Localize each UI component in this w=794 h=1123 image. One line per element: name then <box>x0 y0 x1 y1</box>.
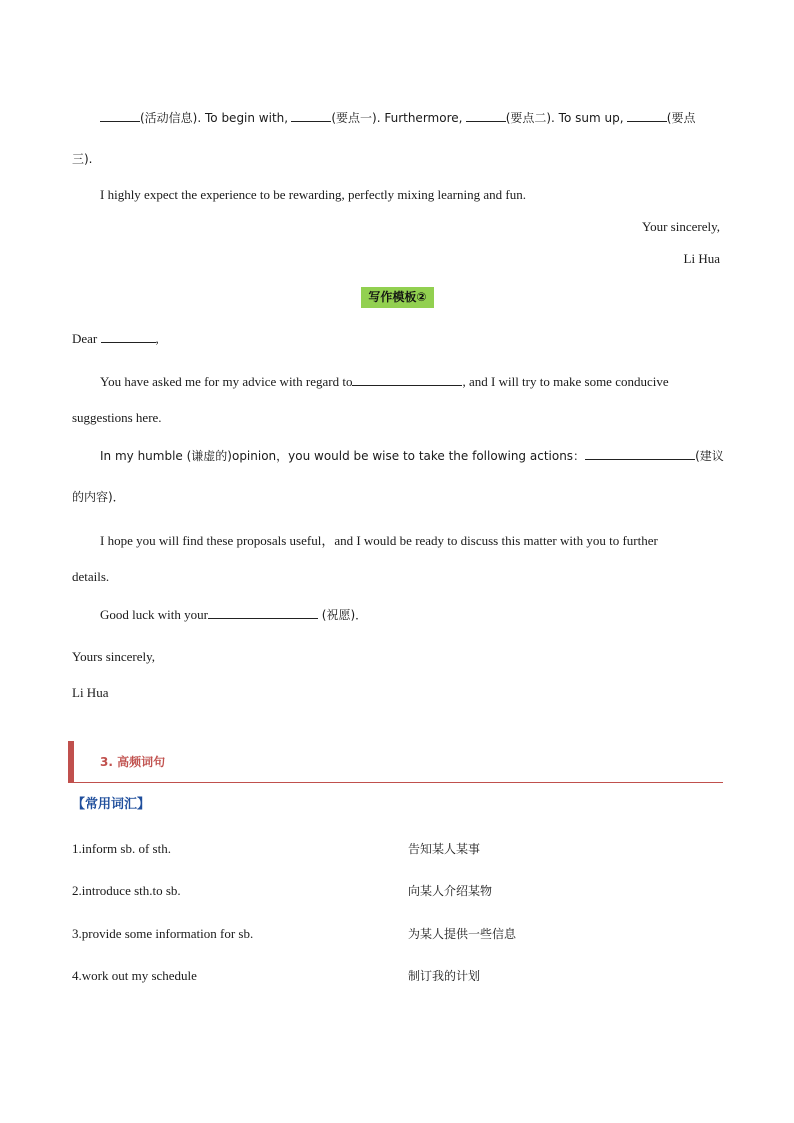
template2-paragraph1-end: suggestions here. <box>72 410 162 425</box>
template2-paragraph3: I hope you will find these proposals useful，and I would be ready to discuss this matter with you to further <box>100 533 658 548</box>
template2-paragraph1: You have asked me for my advice with regard to , and I will try to make some conducive <box>100 374 669 389</box>
vocab-item-en: 4.work out my schedule <box>72 968 197 983</box>
blank-field <box>466 109 506 122</box>
template2-paragraph4: Good luck with your (祝愿)． <box>100 607 368 622</box>
section-accent-bar <box>68 741 74 783</box>
template1-paragraph1-end: 三). <box>72 152 93 166</box>
blank-field <box>585 447 695 460</box>
blank-field <box>208 606 318 619</box>
vocab-item-zh: 向某人介绍某物 <box>408 884 493 898</box>
blank-field <box>352 373 462 386</box>
template1-paragraph2: I highly expect the experience to be rewarding, perfectly mixing learning and fun. <box>100 187 526 202</box>
template2-paragraph2: In my humble (谦虚的)opinion，you would be wise to take the following actions： (建议 <box>100 449 724 463</box>
section-title: 3. 高频词句 <box>100 755 166 769</box>
blank-field <box>291 109 331 122</box>
template1-signature: Li Hua <box>683 251 720 266</box>
section-divider <box>74 782 723 783</box>
template2-closing: Yours sincerely, <box>72 649 156 664</box>
template2-signature: Li Hua <box>72 685 109 700</box>
vocab-item-en: 2.introduce sth.to sb. <box>72 883 181 898</box>
blank-field <box>627 109 667 122</box>
vocab-item-zh: 告知某人某事 <box>408 842 481 856</box>
blank-field <box>101 330 156 343</box>
vocab-header: 【常用词汇】 <box>72 797 151 812</box>
vocab-item-en: 1.inform sb. of sth. <box>72 841 171 856</box>
template2-badge: 写作模板② <box>361 287 434 308</box>
blank-field <box>100 109 140 122</box>
template2-paragraph2-end: 的内容)． <box>72 490 125 504</box>
template2-paragraph3-end: details. <box>72 569 110 584</box>
template1-closing: Your sincerely, <box>642 219 720 234</box>
template1-paragraph1: (活动信息). To begin with, (要点一). Furthermore, (要点二). To sum up, (要点 <box>100 109 695 127</box>
vocab-item-en: 3.provide some information for sb. <box>72 926 254 941</box>
vocab-item-zh: 为某人提供一些信息 <box>408 927 517 941</box>
template2-salutation: Dear , <box>72 331 159 346</box>
vocab-item-zh: 制订我的计划 <box>408 969 481 983</box>
